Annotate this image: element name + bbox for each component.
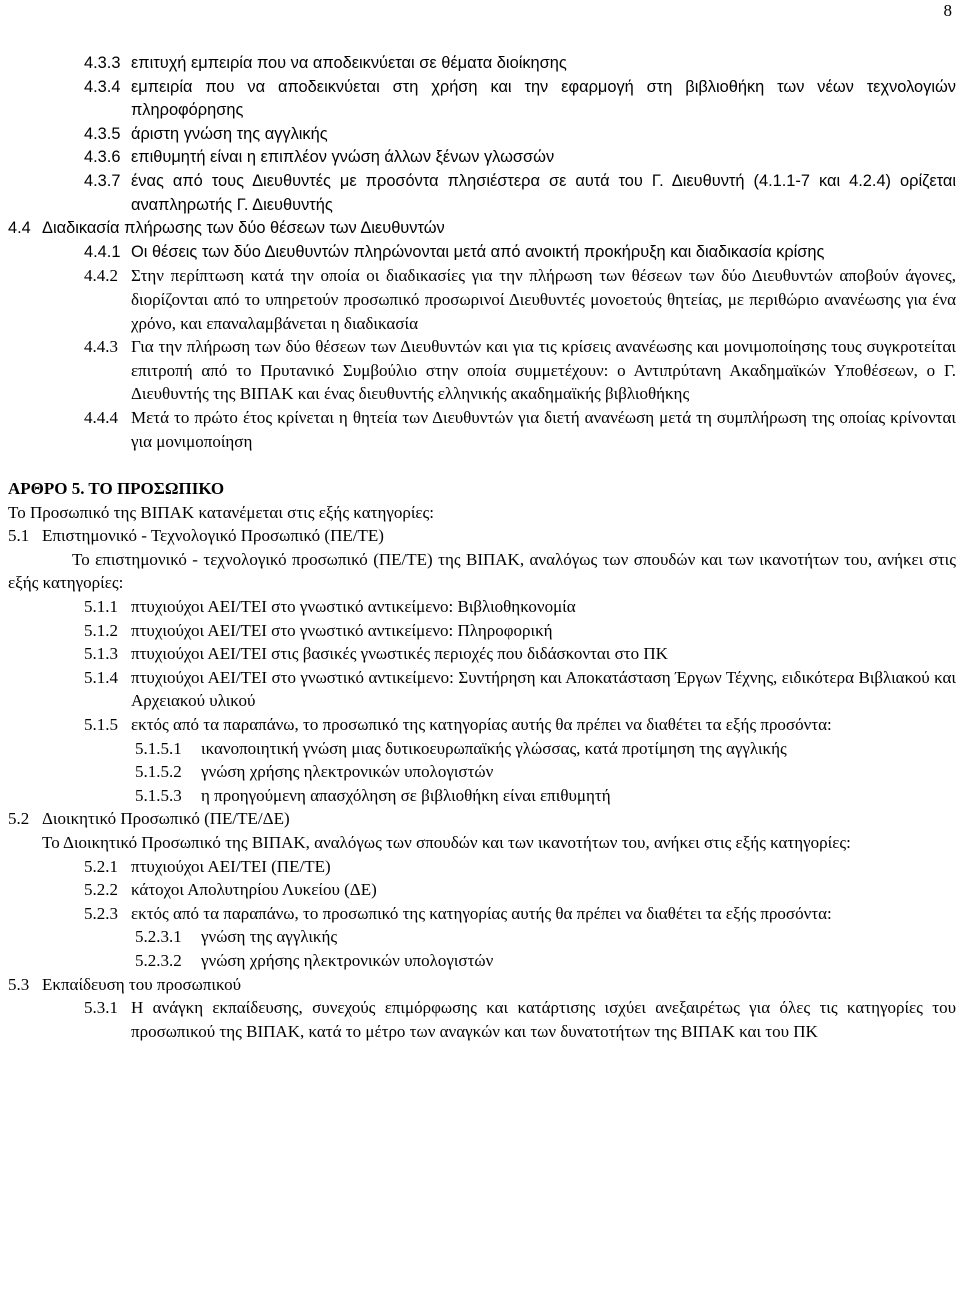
item-number: 4.3.7 [84, 171, 121, 190]
item-number: 5.1.5.1 [135, 738, 182, 758]
subsection-title: Διοικητικό Προσωπικό (ΠΕ/ΤΕ/ΔΕ) [42, 809, 290, 829]
list-item-5-2-3-1 [8, 925, 956, 949]
item-text: πτυχιούχοι ΑΕΙ/ΤΕΙ στο γνωστικό αντικείμενο: Βιβλιοθηκονομία [131, 597, 576, 617]
list-item-5-1-4 [8, 666, 956, 713]
item-number: 5.2.3.1 [135, 927, 182, 947]
subsection-5-2-heading [8, 807, 956, 831]
item-text: Μετά το πρώτο έτος κρίνεται η θητεία των Διευθυντών για διετή ανανέωση μετά τη συμπλήρωση της οποίας κρίνονται για μονιμοποίηση [131, 407, 956, 451]
subsection-5-2-intro: Το Διοικητικό Προσωπικό της ΒΙΠΑΚ, αναλόγως των σπουδών και των ικανοτήτων του, ανήκει στις εξής κατηγορίες: [42, 833, 851, 852]
item-text: άριστη γνώση της αγγλικής [131, 124, 328, 143]
item-text: γνώση χρήσης ηλεκτρονικών υπολογιστών [201, 950, 494, 970]
subsection-5-3-heading [8, 973, 956, 997]
list-item-4-3-5 [8, 123, 956, 147]
list-item-4-4-4 [8, 406, 956, 453]
subsection-title: Διαδικασία πλήρωσης των δύο θέσεων των Διευθυντών [42, 219, 445, 238]
item-number: 4.3.6 [84, 148, 121, 167]
item-text: εμπειρία που να αποδεικνύεται στη χρήση και την εφαρμογή στη βιβλιοθήκη των νέων τεχνολογιών πληροφόρησης [131, 77, 956, 120]
list-item-4-4-1 [8, 241, 956, 265]
item-text: πτυχιούχοι ΑΕΙ/ΤΕΙ στις βασικές γνωστικές περιοχές που διδάσκονται στο ΠΚ [131, 644, 668, 664]
list-item-5-2-2 [8, 878, 956, 902]
item-number: 5.2.1 [84, 856, 118, 876]
item-text: πτυχιούχοι ΑΕΙ/ΤΕΙ στο γνωστικό αντικείμενο: Συντήρηση και Αποκατάσταση Έργων Τέχνης, ειδικότερα Βιβλιακού και Αρχειακού υλικού [131, 667, 956, 711]
item-number: 4.4.4 [84, 407, 118, 427]
list-item-5-1-1 [8, 595, 956, 619]
item-number: 5.2.3 [84, 903, 118, 923]
article-5-title: ΑΡΘΡΟ 5. ΤΟ ΠΡΟΣΩΠΙΚΟ [8, 479, 225, 499]
item-text: εκτός από τα παραπάνω, το προσωπικό της κατηγορίας αυτής θα πρέπει να διαθέτει τα εξής προσόντα: [131, 903, 832, 923]
subsection-number: 5.2 [8, 809, 30, 829]
item-text: Η ανάγκη εκπαίδευσης, συνεχούς επιμόρφωσης και κατάρτισης ισχύει ανεξαιρέτως για όλες τις κατηγορίες του προσωπικού της ΒΙΠΑΚ, κατά το μέτρο των αναγκών και των δυνατοτήτων της ΒΙΠΑΚ και του ΠΚ [131, 998, 956, 1041]
list-item-4-4-3 [8, 335, 956, 406]
section-4-3-list [8, 52, 956, 264]
list-item-5-1-5-1 [8, 737, 956, 761]
list-item-5-2-3 [8, 902, 956, 926]
item-text: Για την πλήρωση των δύο θέσεων των Διευθυντών και για τις κρίσεις ανανέωσης και μονιμοποίησης τους συγκροτείται επιτροπή από το Πρυτανικό Συμβούλιο στην οποία συμμετέχουν: ο Αντιπρύτανη Ακαδημαϊκών Υποθέσεων, ο Γ. Διευθυντής της ΒΙΠΑΚ και ένας διευθυντής ελληνικής ακαδημαϊκής βιβλιοθήκης [131, 337, 956, 404]
item-number: 5.2.3.2 [135, 950, 182, 970]
list-item-5-1-5-3 [8, 784, 956, 808]
item-text: Στην περίπτωση κατά την οποία οι διαδικασίες για την πλήρωση των θέσεων των δύο Διευθυντών αποβούν άγονες, διορίζονται από το υπηρετούν προσωπικό προσωρινοί Διευθυντές μονοετούς θητείας, με περιθώριο ανανέωσης για ένα χρόνο, και επαναλαμβάνεται η διαδικασία [131, 266, 956, 333]
item-text: πτυχιούχοι ΑΕΙ/ΤΕΙ (ΠΕ/ΤΕ) [131, 856, 331, 876]
item-text: κάτοχοι Απολυτηρίου Λυκείου (ΔΕ) [131, 880, 377, 900]
subsection-number: 4.4 [8, 219, 31, 238]
item-number: 4.4.1 [84, 242, 121, 261]
item-number: 5.1.5 [84, 715, 118, 735]
subsection-title: Επιστημονικό - Τεχνολογικό Προσωπικό (ΠΕ/ΤΕ) [42, 526, 384, 546]
list-item-5-2-3-2 [8, 949, 956, 973]
item-text: ένας από τους Διευθυντές με προσόντα πλησιέστερα σε αυτά του Γ. Διευθυντή (4.1.1-7 και 4.2.4) ορίζεται αναπληρωτής Γ. Διευθυντής [131, 171, 956, 214]
item-text: εκτός από τα παραπάνω, το προσωπικό της κατηγορίας αυτής θα πρέπει να διαθέτει τα εξής προσόντα: [131, 715, 832, 735]
item-text: ικανοποιητική γνώση μιας δυτικοευρωπαϊκής γλώσσας, κατά προτίμηση της αγγλικής [201, 738, 787, 758]
item-text: Οι θέσεις των δύο Διευθυντών πληρώνονται μετά από ανοικτή προκήρυξη και διαδικασία κρίσης [131, 242, 825, 261]
item-number: 5.1.2 [84, 620, 118, 640]
item-number: 5.1.5.3 [135, 785, 182, 805]
subsection-5-2-intro-wrap [8, 831, 956, 855]
page-number: 8 [943, 1, 952, 20]
item-number: 5.2.2 [84, 880, 118, 900]
list-item-4-3-3 [8, 52, 956, 76]
subsection-number: 5.3 [8, 974, 30, 994]
list-item-5-1-2 [8, 619, 956, 643]
subsection-5-1-heading [8, 524, 956, 548]
subsection-4-4-heading [8, 217, 956, 241]
list-item-4-4-2 [8, 264, 956, 335]
item-number: 5.1.1 [84, 597, 118, 617]
subsection-5-1-intro: Το επιστημονικό - τεχνολογικό προσωπικό (ΠΕ/ΤΕ) της ΒΙΠΑΚ, αναλόγως των σπουδών και των ικανοτήτων του, ανήκει στις εξής κατηγορίες: [8, 549, 956, 593]
list-item-5-1-5 [8, 713, 956, 737]
item-number: 4.3.4 [84, 77, 121, 96]
item-number: 4.4.2 [84, 266, 118, 286]
item-text: επιθυμητή είναι η επιπλέον γνώση άλλων ξένων γλωσσών [131, 148, 555, 167]
item-text: γνώση της αγγλικής [201, 927, 338, 947]
list-item-4-3-6 [8, 146, 956, 170]
section-4-4-list-serif [8, 264, 956, 453]
list-item-5-2-1 [8, 855, 956, 879]
item-text: η προηγούμενη απασχόληση σε βιβλιοθήκη είναι επιθυμητή [201, 785, 611, 805]
list-item-5-1-3 [8, 642, 956, 666]
list-item-4-3-4 [8, 76, 956, 123]
article-5-intro: Το Προσωπικό της ΒΙΠΑΚ κατανέμεται στις εξής κατηγορίες: [8, 502, 435, 522]
item-number: 5.1.5.2 [135, 762, 182, 782]
subsection-title: Εκπαίδευση του προσωπικού [42, 974, 242, 994]
item-number: 4.3.3 [84, 54, 121, 72]
document-body [8, 52, 956, 1043]
list-item-5-3-1 [8, 996, 956, 1043]
item-number: 4.3.5 [84, 124, 121, 143]
subsection-number: 5.1 [8, 526, 30, 546]
list-item-5-1-5-2 [8, 760, 956, 784]
item-number: 5.1.3 [84, 644, 118, 664]
item-number: 5.3.1 [84, 998, 118, 1018]
item-number: 4.4.3 [84, 337, 118, 357]
item-text: γνώση χρήσης ηλεκτρονικών υπολογιστών [201, 762, 494, 782]
item-number: 5.1.4 [84, 667, 118, 687]
item-text: επιτυχή εμπειρία που να αποδεικνύεται σε θέματα διοίκησης [131, 54, 567, 72]
list-item-4-3-7 [8, 170, 956, 217]
item-text: πτυχιούχοι ΑΕΙ/ΤΕΙ στο γνωστικό αντικείμενο: Πληροφορική [131, 620, 553, 640]
